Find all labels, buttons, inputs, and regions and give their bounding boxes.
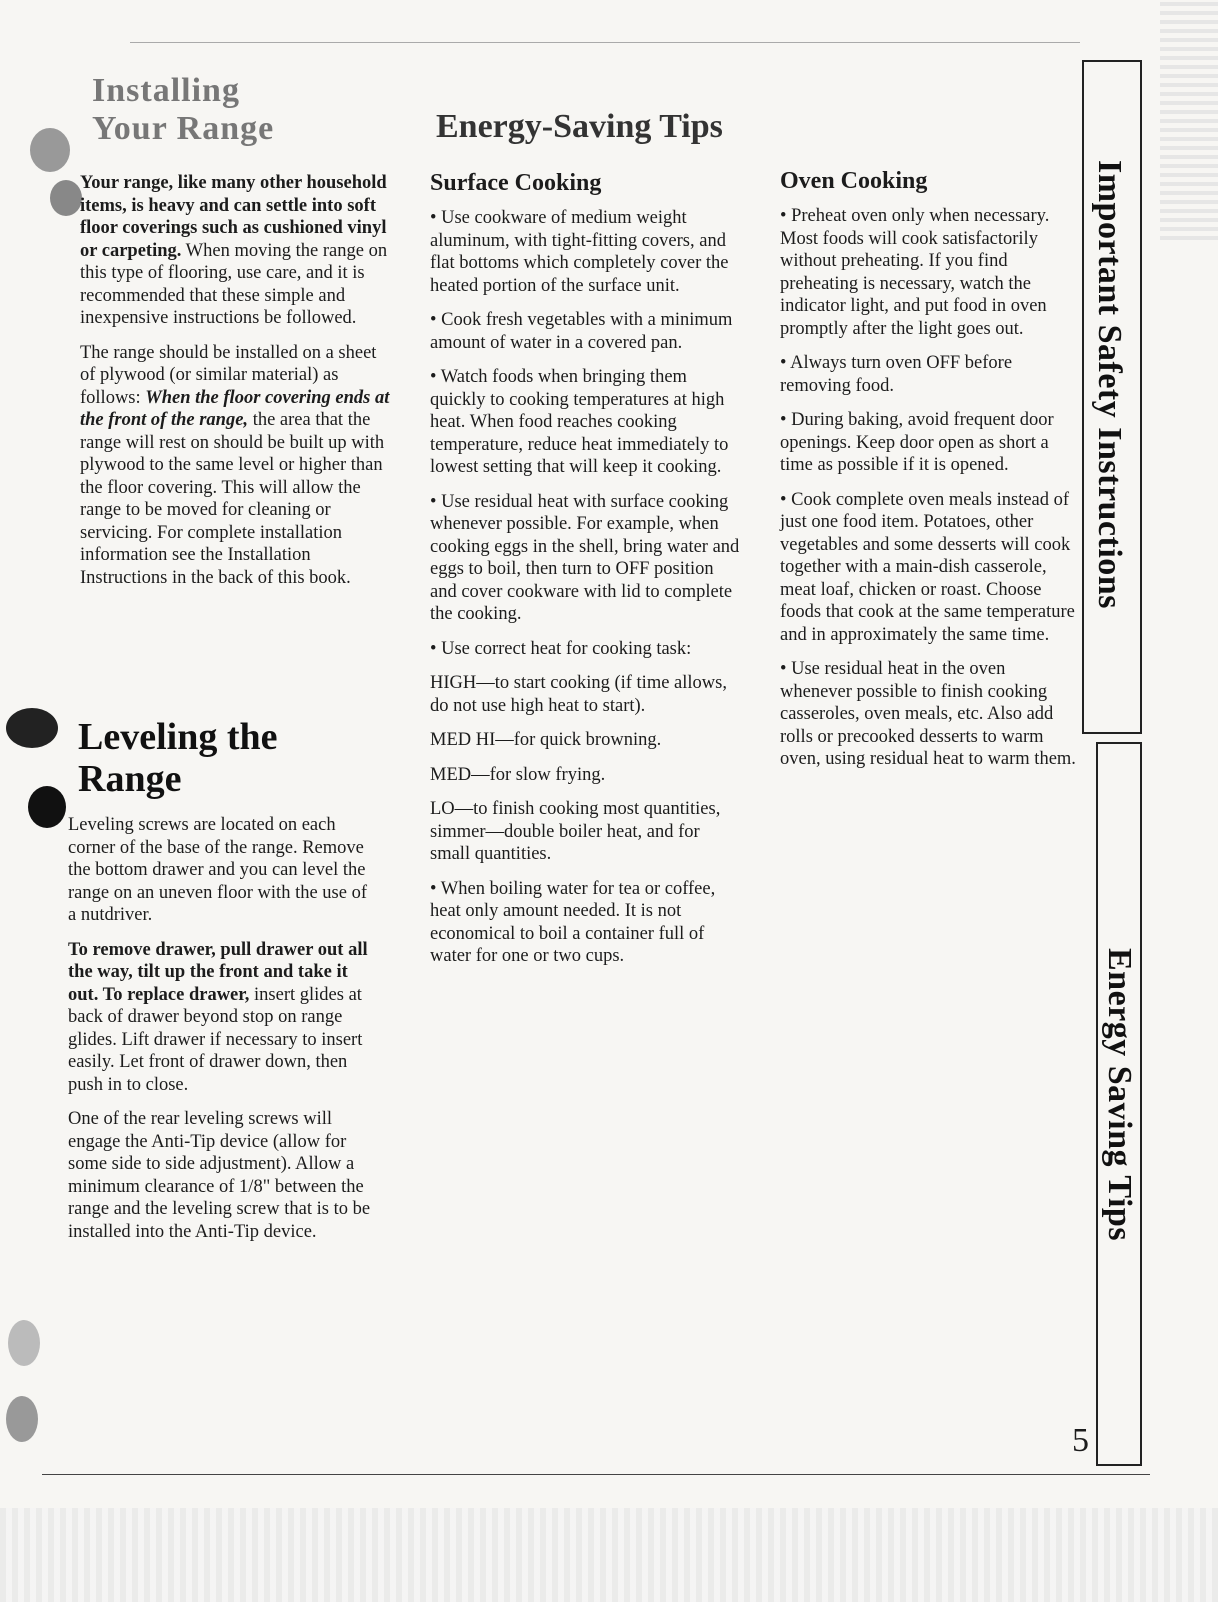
binder-hole-icon [28, 786, 66, 828]
binder-hole-icon [6, 708, 58, 748]
installing-title-line1: Installing [92, 72, 240, 109]
oven-tip-item: • Always turn oven OFF before removing food. [780, 353, 1013, 396]
binder-hole-icon [30, 128, 70, 172]
oven-tip-item: • During baking, avoid frequent door openings. Keep door open as short a time as possible if it is opened. [780, 410, 1054, 475]
leveling-column [68, 814, 378, 1255]
energy-title: Energy-Saving Tips [436, 108, 723, 145]
binder-hole-icon [8, 1320, 40, 1366]
binder-hole-icon [50, 180, 82, 216]
oven-cooking-column [780, 168, 1080, 783]
surface-tip-item: LO—to finish cooking most quantities, simmer—double boiler heat, and for small quantities. [430, 799, 721, 864]
leveling-title-line1: Leveling the [78, 716, 278, 758]
surface-tip-item: MED—for slow frying. [430, 764, 606, 785]
oven-cooking-heading: Oven Cooking [780, 168, 928, 194]
surface-tip-item: • Use correct heat for cooking task: [430, 638, 692, 659]
scan-artifact [0, 1508, 1218, 1602]
surface-tip-item: • Use residual heat with surface cooking whenever possible. For example, when cooking eggs in the shell, bring water and eggs to boil, then turn to OFF position and cover cookware with lid to complete the cooking. [430, 491, 740, 624]
leveling-paragraph-1: Leveling screws are located on each corner of the base of the range. Remove the bottom drawer and you can level the range on an uneven floor with the use of a nutdriver. [68, 815, 367, 925]
page-number: 5 [1072, 1422, 1089, 1459]
installing-p2-b: the area that the range will rest on should be built up with plywood to the same level or higher than the floor covering. This will allow the range to be moved for cleaning or servicing. For complete installation information see the Installation Instructions in the back of this book. [80, 410, 385, 588]
surface-tip-item: HIGH—to start cooking (if time allows, do not use high heat to start). [430, 673, 727, 716]
surface-tip-item: • Watch foods when bringing them quickly to cooking temperatures at high heat. When food reaches cooking temperature, reduce heat immediately to lowest setting that will keep it cooking. [430, 367, 729, 477]
leveling-paragraph-2 [68, 939, 378, 1097]
surface-tip-item: MED HI—for quick browning. [430, 730, 662, 750]
oven-tip-item: • Preheat oven only when necessary. Most foods will cook satisfactorily without preheating. If you find preheating is necessary, watch the indicator light, and put food in oven promptly after the light goes out. [780, 206, 1050, 339]
top-rule [130, 42, 1080, 43]
surface-tip-item: • Use cookware of medium weight aluminum, with tight-fitting covers, and flat bottoms which completely cover the heated portion of the surface unit. [430, 208, 729, 296]
installing-column [80, 172, 390, 601]
leveling-p2-rest: insert glides at back of drawer beyond stop on range glides. Lift drawer if necessary to insert easily. Let front of drawer down, then push in to close. [68, 984, 363, 1095]
installing-p1-rest: When moving the range on this type of flooring, use care, and it is recommended that these simple and inexpensive instructions be followed. [80, 240, 388, 328]
installing-title-line2: Your Range [92, 110, 275, 147]
installing-p2-a: The range should be installed on a sheet of plywood (or similar material) as follows: [80, 342, 377, 408]
surface-tip-item: • Cook fresh vegetables with a minimum amount of water in a covered pan. [430, 310, 733, 353]
installing-p2-italic: When the floor covering ends at the front of the range, [80, 387, 390, 430]
oven-cooking-list [780, 205, 1080, 771]
installing-paragraph-1 [80, 172, 390, 330]
leveling-p2-bold: To remove drawer, pull drawer out all the way, tilt up the front and take it out. To replace drawer, [68, 939, 368, 1005]
surface-cooking-column [430, 170, 740, 980]
installing-paragraph-2 [80, 342, 390, 590]
leveling-title [78, 716, 277, 800]
bottom-rule [42, 1474, 1150, 1475]
sidebar-tab-safety-label: Important Safety Instructions [1091, 160, 1128, 609]
sidebar-tab-energy-label: Energy Saving Tips [1101, 948, 1138, 1242]
oven-tip-item: • Cook complete oven meals instead of just one food item. Potatoes, other vegetables and some desserts will cook together with a main-dish casserole, meat loaf, chicken or roast. Choose foods that cook at the same temperature and in approximately the same time. [780, 489, 1075, 645]
installing-title [92, 72, 274, 148]
surface-cooking-heading: Surface Cooking [430, 170, 602, 196]
binder-hole-icon [6, 1396, 38, 1442]
installing-p1-bold: Your range, like many other household items, is heavy and can settle into soft floor coverings such as cushioned vinyl or carpeting. [80, 173, 387, 261]
leveling-paragraph-3: One of the rear leveling screws will engage the Anti-Tip device (allow for some side to side adjustment). Allow a minimum clearance of 1/8" between the range and the leveling screw that is to be installed into the Anti-Tip device. [68, 1109, 371, 1242]
surface-cooking-list [430, 207, 740, 968]
surface-tip-item: • When boiling water for tea or coffee, heat only amount needed. It is not economical to boil a container full of water for one or two cups. [430, 878, 716, 966]
leveling-title-line2: Range [78, 758, 182, 800]
scan-artifact [1160, 0, 1218, 240]
oven-tip-item: • Use residual heat in the oven whenever possible to finish cooking casseroles, oven meals, etc. Also add rolls or precooked desserts to warm oven, using residual heat to warm them. [780, 659, 1076, 769]
